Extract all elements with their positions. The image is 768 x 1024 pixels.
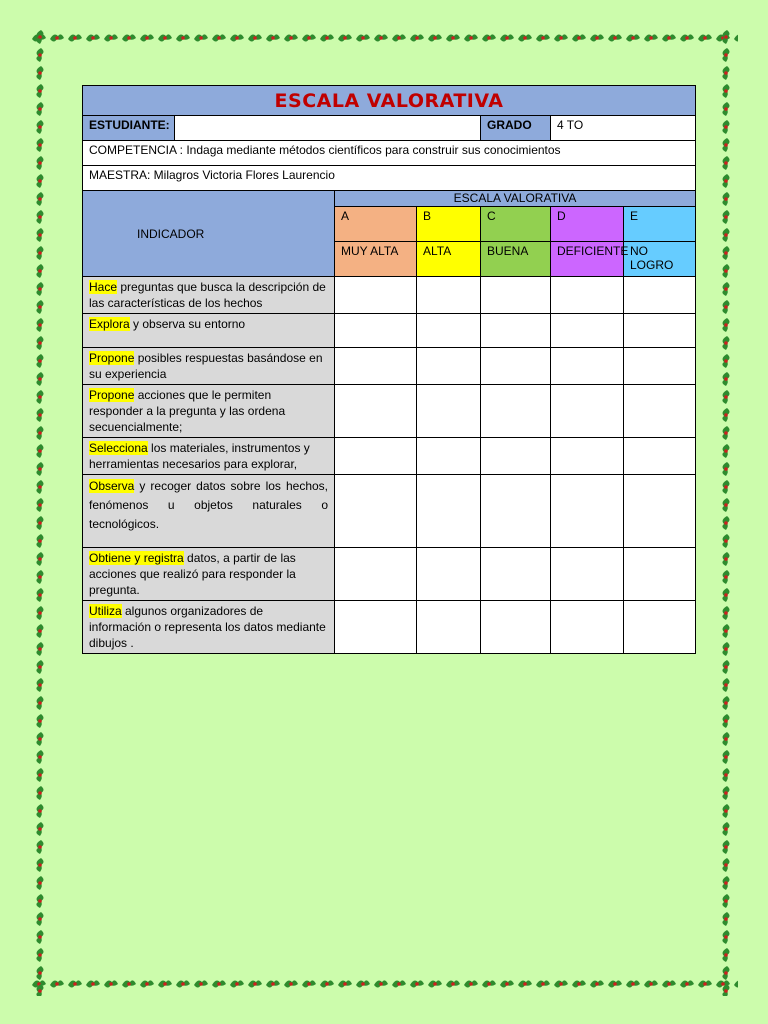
rating-scale-table	[82, 85, 696, 654]
rating-cell-e[interactable]	[624, 601, 696, 654]
rating-cell-d[interactable]	[551, 475, 624, 548]
rating-cell-b[interactable]	[417, 475, 481, 548]
indicator-keyword: Explora	[89, 317, 130, 331]
indicator-description: datos, a partir de las acciones que realizó para responder la pregunta.	[89, 551, 296, 597]
rating-cell-c[interactable]	[481, 475, 551, 548]
grado-label: GRADO	[481, 116, 551, 141]
rating-cell-d[interactable]	[551, 438, 624, 475]
estudiante-label: ESTUDIANTE:	[83, 116, 175, 141]
level-name-c: BUENA	[481, 242, 551, 277]
rating-cell-d[interactable]	[551, 548, 624, 601]
indicator-text	[83, 475, 335, 548]
indicator-row	[83, 277, 696, 314]
indicator-row	[83, 438, 696, 475]
rating-cell-c[interactable]	[481, 438, 551, 475]
holly-border-left	[30, 28, 52, 996]
indicator-description: posibles respuestas basándose en su experiencia	[89, 351, 323, 381]
rating-cell-e[interactable]	[624, 475, 696, 548]
holly-border-top	[30, 28, 738, 50]
indicator-row	[83, 475, 696, 548]
level-letter-b: B	[417, 207, 481, 242]
rating-cell-a[interactable]	[335, 475, 417, 548]
rating-cell-c[interactable]	[481, 277, 551, 314]
indicator-row	[83, 348, 696, 385]
indicator-description: los materiales, instrumentos y herramientas necesarios para explorar,	[89, 441, 310, 471]
competencia-text: COMPETENCIA : Indaga mediante métodos científicos para construir sus conocimientos	[83, 141, 696, 166]
rating-cell-d[interactable]	[551, 277, 624, 314]
rating-cell-a[interactable]	[335, 548, 417, 601]
indicador-header: INDICADOR	[83, 191, 335, 277]
rating-cell-b[interactable]	[417, 438, 481, 475]
level-name-b: ALTA	[417, 242, 481, 277]
rating-cell-e[interactable]	[624, 314, 696, 348]
indicator-text	[83, 314, 335, 348]
indicator-row	[83, 601, 696, 654]
indicator-description: algunos organizadores de información o representa los datos mediante dibujos .	[89, 604, 326, 650]
rating-cell-c[interactable]	[481, 348, 551, 385]
indicator-text	[83, 348, 335, 385]
grado-value: 4 TO	[551, 116, 696, 141]
rating-cell-a[interactable]	[335, 348, 417, 385]
indicator-keyword: Observa	[89, 479, 135, 493]
indicator-description: preguntas que busca la descripción de las características de los hechos	[89, 280, 326, 310]
rating-cell-b[interactable]	[417, 314, 481, 348]
level-letter-e: E	[624, 207, 696, 242]
level-name-d: DEFICIENTE	[551, 242, 624, 277]
rating-cell-c[interactable]	[481, 385, 551, 438]
rating-cell-b[interactable]	[417, 277, 481, 314]
rating-cell-c[interactable]	[481, 601, 551, 654]
rating-cell-b[interactable]	[417, 601, 481, 654]
rating-cell-b[interactable]	[417, 385, 481, 438]
indicator-text	[83, 548, 335, 601]
rating-cell-b[interactable]	[417, 348, 481, 385]
indicator-row	[83, 314, 696, 348]
indicator-text	[83, 277, 335, 314]
indicator-keyword: Selecciona	[89, 441, 148, 455]
rating-cell-a[interactable]	[335, 385, 417, 438]
rating-cell-c[interactable]	[481, 548, 551, 601]
indicator-description: y observa su entorno	[129, 317, 246, 331]
rating-cell-d[interactable]	[551, 601, 624, 654]
indicator-description: acciones que le permiten responder a la pregunta y las ordena secuencialmente;	[89, 388, 286, 434]
holly-border-bottom	[30, 974, 738, 996]
level-name-e: NO LOGRO	[624, 242, 696, 277]
rating-cell-e[interactable]	[624, 348, 696, 385]
indicator-row	[83, 385, 696, 438]
estudiante-field[interactable]	[175, 116, 481, 141]
rating-cell-d[interactable]	[551, 348, 624, 385]
rating-cell-a[interactable]	[335, 277, 417, 314]
indicator-text	[83, 601, 335, 654]
rating-cell-d[interactable]	[551, 385, 624, 438]
level-letter-d: D	[551, 207, 624, 242]
rating-cell-d[interactable]	[551, 314, 624, 348]
indicator-keyword: Hace	[89, 280, 118, 294]
rating-cell-a[interactable]	[335, 314, 417, 348]
indicator-keyword: Utiliza	[89, 604, 122, 618]
indicator-keyword: Propone	[89, 351, 135, 365]
rating-cell-a[interactable]	[335, 438, 417, 475]
rating-cell-e[interactable]	[624, 277, 696, 314]
holly-border-right	[716, 28, 738, 996]
escala-header: ESCALA VALORATIVA	[335, 191, 696, 207]
indicator-row	[83, 548, 696, 601]
indicator-text	[83, 385, 335, 438]
rating-cell-e[interactable]	[624, 438, 696, 475]
level-name-a: MUY ALTA	[335, 242, 417, 277]
page-title: ESCALA VALORATIVA	[83, 86, 696, 116]
rating-cell-e[interactable]	[624, 385, 696, 438]
rating-cell-b[interactable]	[417, 548, 481, 601]
indicator-text	[83, 438, 335, 475]
rating-cell-c[interactable]	[481, 314, 551, 348]
level-letter-c: C	[481, 207, 551, 242]
indicator-keyword: Obtiene y registra	[89, 551, 184, 565]
level-letter-a: A	[335, 207, 417, 242]
rating-cell-a[interactable]	[335, 601, 417, 654]
maestra-text: MAESTRA: Milagros Victoria Flores Laurencio	[83, 166, 696, 191]
rating-cell-e[interactable]	[624, 548, 696, 601]
indicator-description: y recoger datos sobre los hechos, fenómenos u objetos naturales o tecnológicos.	[89, 479, 328, 531]
indicator-keyword: Propone	[89, 388, 135, 402]
